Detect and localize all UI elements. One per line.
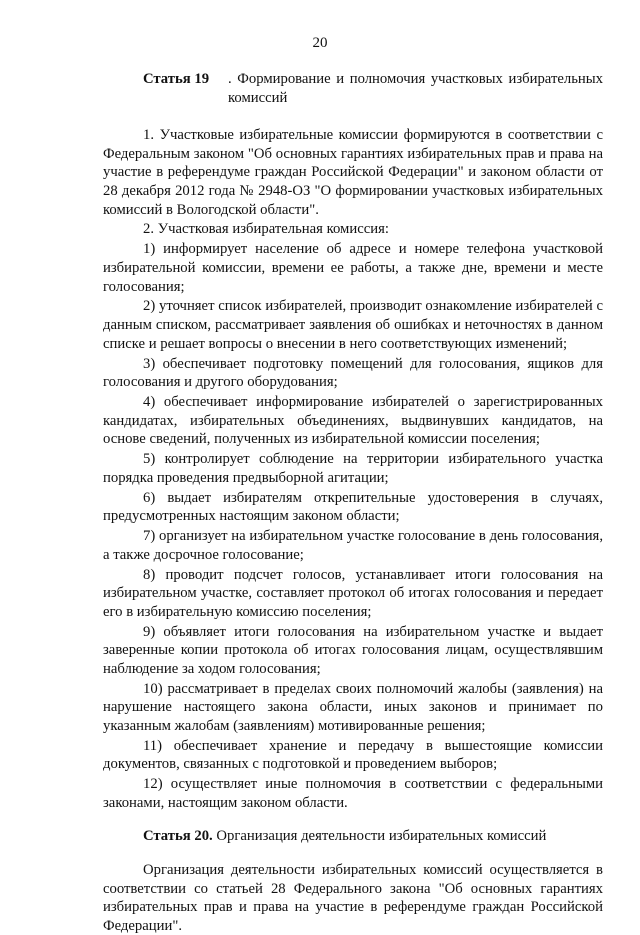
paragraph: 2. Участковая избирательная комиссия: bbox=[143, 221, 389, 238]
article-20-body bbox=[103, 861, 603, 935]
document-body bbox=[103, 70, 603, 935]
list-item: 8) проводит подсчет голосов, устанавливает итоги голосования на избирательном участке, составляет протокол об итогах голосования и передает его в избирательную комиссию поселения; bbox=[103, 566, 603, 620]
paragraph: 1. Участковые избирательные комиссии формируются в соответствии с Федеральным законом "Об основных гарантиях избирательных прав и права на участие в референдуме граждан Российской Федерации" и законом области от 28 декабря 2012 года № 2948-ОЗ "О формировании участковых избирательных комиссий в Вологодской области". bbox=[103, 127, 603, 218]
list-item: 3) обеспечивает подготовку помещений для голосования, ящиков для голосования и другого оборудования; bbox=[103, 355, 603, 391]
list-item: 12) осуществляет иные полномочия в соответствии с федеральными законами, настоящим законом области. bbox=[103, 776, 603, 811]
article-19-label: Статья 19 bbox=[143, 71, 210, 87]
list-item: 9) объявляет итоги голосования на избирательном участке и выдает заверенные копии протокола об итогах голосования лицам, осуществлявшим наблюдение за ходом голосования; bbox=[103, 623, 603, 677]
list-item: 2) уточняет список избирателей, производит ознакомление избирателей с данным списком, рассматривает заявления об ошибках и неточностях в данном списке и решает вопросы о внесении в него соответствующих изменений; bbox=[103, 298, 603, 352]
paragraph: Организация деятельности избирательных комиссий осуществляется в соответствии со статьей 28 Федерального закона "Об основных гарантиях избирательных прав и права на участие в референдуме граждан Российской Федерации". bbox=[103, 862, 603, 934]
list-item: 10) рассматривает в пределах своих полномочий жалобы (заявления) на нарушение настоящего закона области, иных законов и принимает по указанным жалобам (заявлениям) мотивированные решения; bbox=[103, 680, 603, 734]
list-item: 6) выдает избирателям открепительные удостоверения в случаях, предусмотренных настоящим законом области; bbox=[103, 489, 603, 525]
list-item: 4) обеспечивает информирование избирателей о зарегистрированных кандидатах, избирательных объединениях, выдвинувших кандидатов, на основе сведений, полученных из избирательной комиссии поселения; bbox=[103, 393, 603, 448]
article-19-body bbox=[103, 126, 603, 812]
article-19-title: . Формирование и полномочия участковых избирательных комиссий bbox=[228, 71, 603, 106]
list-item: 7) организует на избирательном участке голосование в день голосования, а также досрочное голосование; bbox=[103, 528, 603, 563]
article-20-title: Организация деятельности избирательных комиссий bbox=[212, 828, 547, 845]
list-item: 5) контролирует соблюдение на территории избирательного участка порядка проведения предвыборной агитации; bbox=[103, 451, 603, 486]
page-number: 20 bbox=[312, 35, 328, 51]
article-20-heading bbox=[143, 827, 603, 846]
list-item: 11) обеспечивает хранение и передачу в вышестоящие комиссии документов, связанных с подготовкой и проведением выборов; bbox=[103, 737, 603, 773]
article-19-heading bbox=[143, 70, 603, 107]
list-item: 1) информирует население об адресе и номере телефона участковой избирательной комиссии, времени ее работы, а также дне, времени и месте голосования; bbox=[103, 241, 603, 295]
article-20-label: Статья 20. bbox=[143, 828, 213, 845]
